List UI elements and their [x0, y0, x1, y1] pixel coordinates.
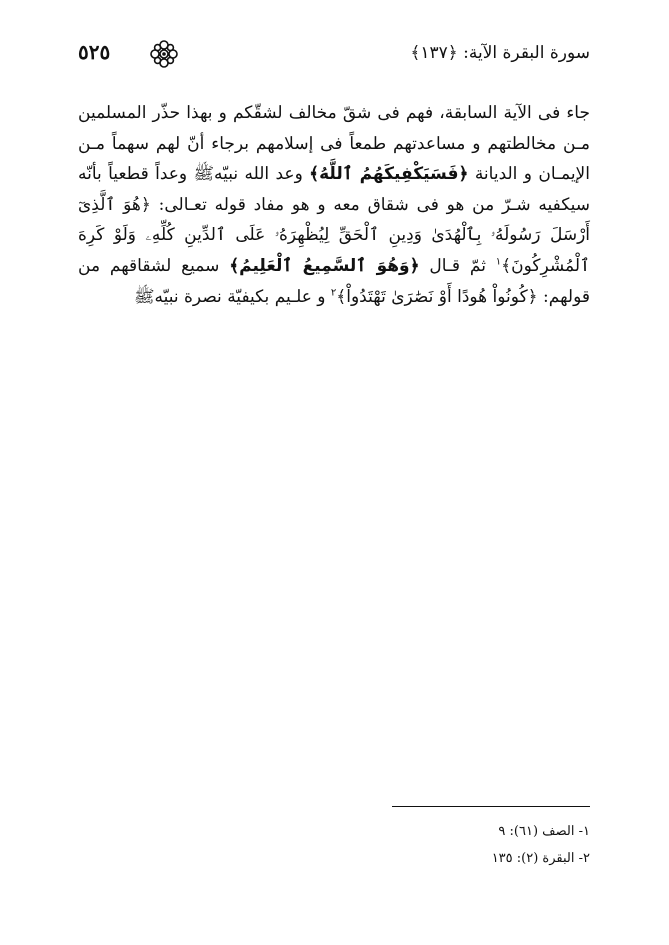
body-text-segment: و علـيم بكيفيّة نصرة نبيّهﷺ [133, 286, 331, 307]
quranic-quote: ﴿وَهُوَ ٱلسَّمِيعُ ٱلْعَلِيمُ﴾ [229, 255, 420, 276]
body-text-segment: وعد الله نبيّهﷺ وعداً قطعياً بأنّه سيكفيه شـرّ من هو فى شقاق معه و هو مفاد قوله تعـالى: [78, 164, 590, 215]
flower-ornament-icon [148, 38, 180, 70]
surah-verse-label: سورة البقرة الآية: ﴿١٣٧﴾ [410, 43, 590, 63]
footnote-ref: ١ [495, 256, 502, 268]
quranic-quote: ﴿فَسَيَكْفِيكَهُمُ ٱللَّهُ﴾ [309, 164, 469, 185]
body-text-segment: جاء فى الآية السابقة، فهم فى شقّ مخالف لشقّكم و بهذا حذّر المسلمين مـن مخالطتهم و مساعدتهم طمعاً فى إسلامهم برجاء أنّ لهم سهماً مـن الإيمـان و الديانة [78, 103, 590, 185]
footnote-ref: ٢ [330, 286, 337, 298]
quranic-verse: ﴿هُوَ ٱلَّذِىٓ أَرْسَلَ رَسُولَهُۥ بِٱلْهُدَىٰ وَدِينِ ٱلْحَقِّ لِيُظْهِرَهُۥ عَلَى ٱلدِّينِ كُلِّهِۦ وَلَوْ كَرِهَ ٱلْمُشْرِكُونَ﴾ [78, 194, 590, 276]
page-header [78, 36, 590, 70]
footnote: ٢- البقرة (٢): ١٣٥ [491, 851, 590, 866]
body-paragraph [78, 98, 590, 312]
footnote-divider [392, 806, 590, 807]
body-text-segment: ثمّ قـال [419, 255, 496, 276]
footnotes [392, 818, 590, 872]
body-text-segment: سميع لشقاقهم من قولهم: [78, 255, 590, 307]
quranic-verse: ﴿كُونُواْ هُودًا أَوْ نَصَٰرَىٰ تَهْتَدُواْ﴾ [336, 286, 538, 307]
page-number: ٥٢٥ [78, 40, 111, 64]
footnote: ١- الصف (٦١): ٩ [498, 824, 590, 839]
